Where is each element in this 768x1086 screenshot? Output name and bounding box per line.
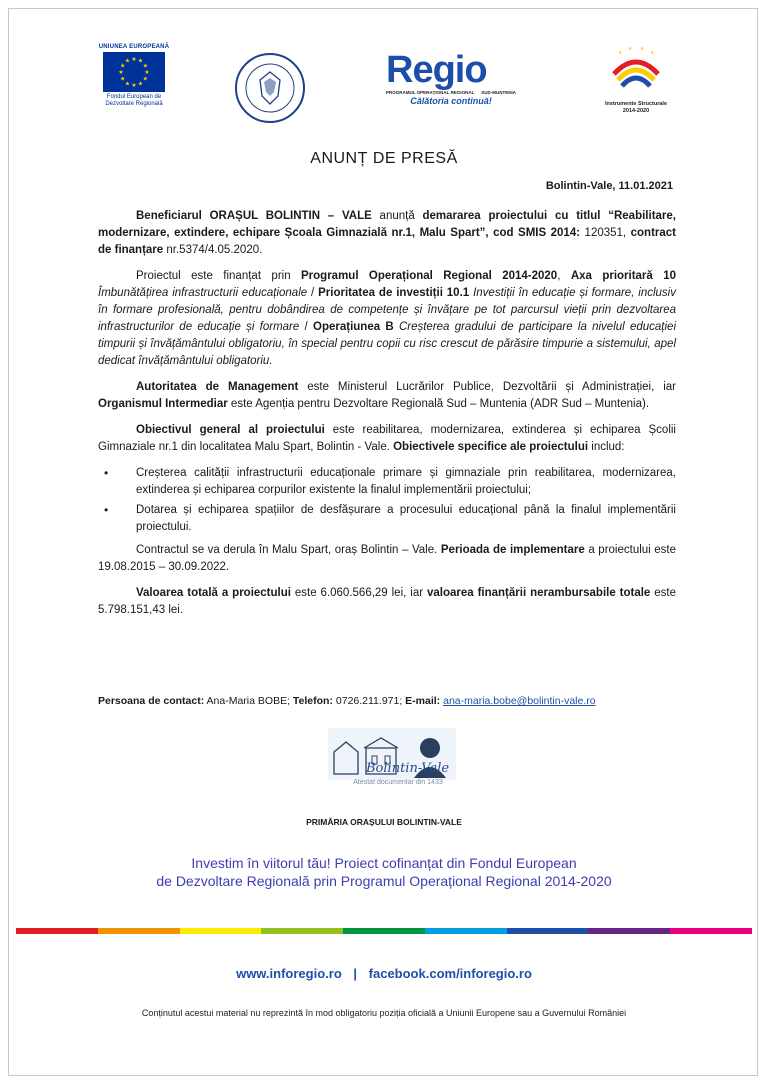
disclaimer: Conținutul acestui material nu reprezintă în mod obligatoriu poziția oficială a Uniunii Europene sau a Guvernului României: [141, 1008, 627, 1018]
objectives-list: [98, 465, 676, 536]
svg-text:★: ★: [640, 46, 645, 52]
paragraph-period: [98, 542, 676, 576]
p2-c: ,: [557, 270, 571, 282]
p2-l: Operațiunea B: [313, 321, 394, 333]
rainbow-segment: [343, 928, 425, 934]
p2-g: /: [307, 287, 319, 299]
slogan-line-2: de Dezvoltare Regională prin Programul Operațional Regional 2014-2020: [156, 873, 612, 889]
p6-b: este 6.060.566,29 lei, iar: [290, 587, 427, 599]
press-date: Bolintin-Vale, 11.01.2021: [545, 180, 673, 192]
p2-k: /: [299, 321, 314, 333]
list-item: • Dotarea și echiparea spațiilor de desfășurare a procesului educațional până la finalul implementării proiectului.: [98, 502, 676, 536]
logo-row: [0, 44, 768, 134]
eu-logo: [88, 44, 180, 108]
list-item: • Creșterea calității infrastructurii educaționale primare și gimnaziale prin reabilitarea, modernizarea, extinderea și echiparea corpurilor existente la finalul implementării proiectului;: [98, 465, 676, 499]
svg-text:★: ★: [650, 50, 655, 56]
svg-text:★: ★: [131, 56, 137, 63]
footer-links: [0, 966, 768, 981]
p6-d: este 5.798.151,43 lei.: [98, 587, 676, 616]
rainbow-segment: [98, 928, 180, 934]
paragraph-value: [98, 585, 676, 619]
rainbow-segment: [180, 928, 262, 934]
structural-instruments-label-1: Instrumente Structurale: [604, 101, 668, 107]
svg-text:★: ★: [144, 69, 150, 76]
contact-phone-label: Telefon:: [292, 695, 333, 707]
svg-text:★: ★: [137, 80, 144, 88]
p3-c: Organismul Intermediar: [98, 398, 228, 410]
svg-text:★: ★: [628, 46, 633, 52]
svg-text:★: ★: [124, 57, 131, 65]
p3-d: este Agenția pentru Dezvoltare Regională Sud – Muntenia (ADR Sud – Muntenia).: [227, 398, 650, 410]
p5-b: Perioada de implementare: [440, 544, 585, 556]
structural-instruments-icon: [608, 44, 664, 96]
rainbow-segment: [425, 928, 507, 934]
svg-text:★: ★: [137, 57, 144, 65]
rainbow-bar: [16, 928, 752, 934]
contact-email-label: E-mail:: [405, 695, 441, 707]
rainbow-segment: [507, 928, 589, 934]
p1-c: demararea proiectului cu titlul “Reabilitare, modernizare, extindere, echipare Școala Gimnazială nr.1, Malu Spart”, cod SMIS 2014:: [98, 210, 676, 239]
svg-text:★: ★: [124, 80, 131, 88]
svg-text:★: ★: [618, 50, 623, 56]
svg-text:★: ★: [120, 75, 126, 83]
p2-h: Prioritatea de investiții 10.1: [318, 287, 470, 299]
contact-person-label: Persoana de contact:: [98, 695, 205, 707]
p1-e: contract de finanțare: [98, 227, 676, 256]
p4-b: este reabilitarea, modernizarea, extinderea și echiparea Școlii Gimnaziale nr.1 din localitatea Malu Spart, Bolintin - Vale.: [98, 424, 676, 453]
p4-c: Obiectivele specifice ale proiectului: [393, 441, 589, 453]
press-body: [98, 208, 676, 628]
p4-a: Obiectivul general al proiectului: [136, 424, 325, 436]
page-title: ANUNȚ DE PRESĂ: [310, 150, 458, 167]
p2-j: Investiții în educație și formare, inclusiv în formare profesională, pentru dobândirea de competențe și învățare pe tot parcursul vieții prin dezvoltarea infrastructurilor de educație și formare: [98, 287, 676, 333]
rainbow-segment: [588, 928, 670, 934]
svg-text:★: ★: [142, 62, 148, 70]
p6-a: Valoarea totală a proiectului: [136, 587, 291, 599]
svg-text:★: ★: [120, 62, 126, 70]
p1-d: 120351,: [580, 227, 631, 239]
structural-instruments-label-2: 2014-2020: [622, 108, 650, 114]
government-seal-icon: [234, 52, 306, 124]
svg-text:★: ★: [118, 69, 124, 76]
link-separator: |: [353, 966, 358, 981]
rainbow-segment: [16, 928, 98, 934]
inforegio-link[interactable]: www.inforegio.ro: [236, 966, 342, 981]
p3-a: Autoritatea de Management: [136, 381, 299, 393]
p5-a: Contractul se va derula în Malu Spart, oraș Bolintin – Vale.: [136, 544, 441, 556]
contact-line: [98, 695, 596, 707]
paragraph-objectives: [98, 422, 676, 456]
rainbow-segment: [670, 928, 752, 934]
regio-subtitle-right: SUD-MUNTENIA: [481, 90, 516, 95]
structural-instruments-logo: [596, 44, 676, 115]
p6-c: valoarea finanțării nerambursabile totale: [426, 587, 651, 599]
contact-phone-value: 0726.211.971;: [332, 695, 406, 707]
eu-logo-top-text: UNIUNEA EUROPEANĂ: [98, 44, 170, 50]
regio-logo: [386, 50, 516, 106]
p2-a: Proiectul este finanțat prin: [136, 270, 302, 282]
eu-flag-icon: [103, 52, 165, 92]
regio-subtitle: [386, 90, 516, 95]
p2-f: Îmbunătățirea infrastructurii educaționale: [98, 287, 308, 299]
p1-a: Beneficiarul ORAȘUL BOLINTIN – VALE: [136, 210, 372, 222]
town-hall-name: PRIMĂRIA ORAȘULUI BOLINTIN-VALE: [306, 817, 462, 827]
p5-c: a proiectului este 19.08.2015 – 30.09.2022.: [98, 544, 677, 573]
paragraph-authority: [98, 379, 676, 413]
p2-b: Programul Operațional Regional 2014-2020: [301, 270, 558, 282]
svg-text:★: ★: [131, 82, 137, 89]
contact-email-link[interactable]: ana-maria.bobe@bolintin-vale.ro: [443, 695, 596, 707]
svg-text:★: ★: [142, 75, 148, 83]
town-logo-attest: Atestat documentar din 1433: [353, 779, 443, 786]
town-logo-name: Bolintin-Vale: [366, 761, 450, 776]
eu-logo-bottom-text-2: Dezvoltare Regională: [105, 101, 163, 107]
regio-subtitle-left: PROGRAMUL OPERAȚIONAL REGIONAL: [386, 90, 475, 95]
regio-tagline: Călătoria continuă!: [410, 96, 492, 106]
eu-logo-bottom-text-1: Fondul European de: [106, 94, 162, 100]
paragraph-beneficiary: [98, 208, 676, 259]
p2-d: Axa prioritară 10: [570, 270, 676, 282]
p3-b: este Ministerul Lucrărilor Publice, Dezvoltării și Administrației, iar: [298, 381, 676, 393]
contact-person-value: Ana-Maria BOBE;: [204, 695, 293, 707]
slogan-line-1: Investim în viitorul tău! Proiect cofinanțat din Fondul European: [191, 855, 577, 871]
slogan: [0, 854, 768, 890]
p2-n: Creșterea gradului de participare la nivelul educației timpurii și învățământului obligatoriu, în special pentru copii cu risc crescut de părăsire timpurie a sistemului, apel dedicat învățământului obligatoriu.: [98, 321, 676, 367]
regio-wordmark: Regio: [386, 49, 487, 91]
rainbow-segment: [261, 928, 343, 934]
facebook-link[interactable]: facebook.com/inforegio.ro: [368, 966, 532, 981]
p1-f: nr.5374/4.05.2020.: [163, 244, 263, 256]
paragraph-financing: [98, 268, 676, 370]
p4-d: includ:: [588, 441, 625, 453]
p1-b: anunță: [371, 210, 423, 222]
